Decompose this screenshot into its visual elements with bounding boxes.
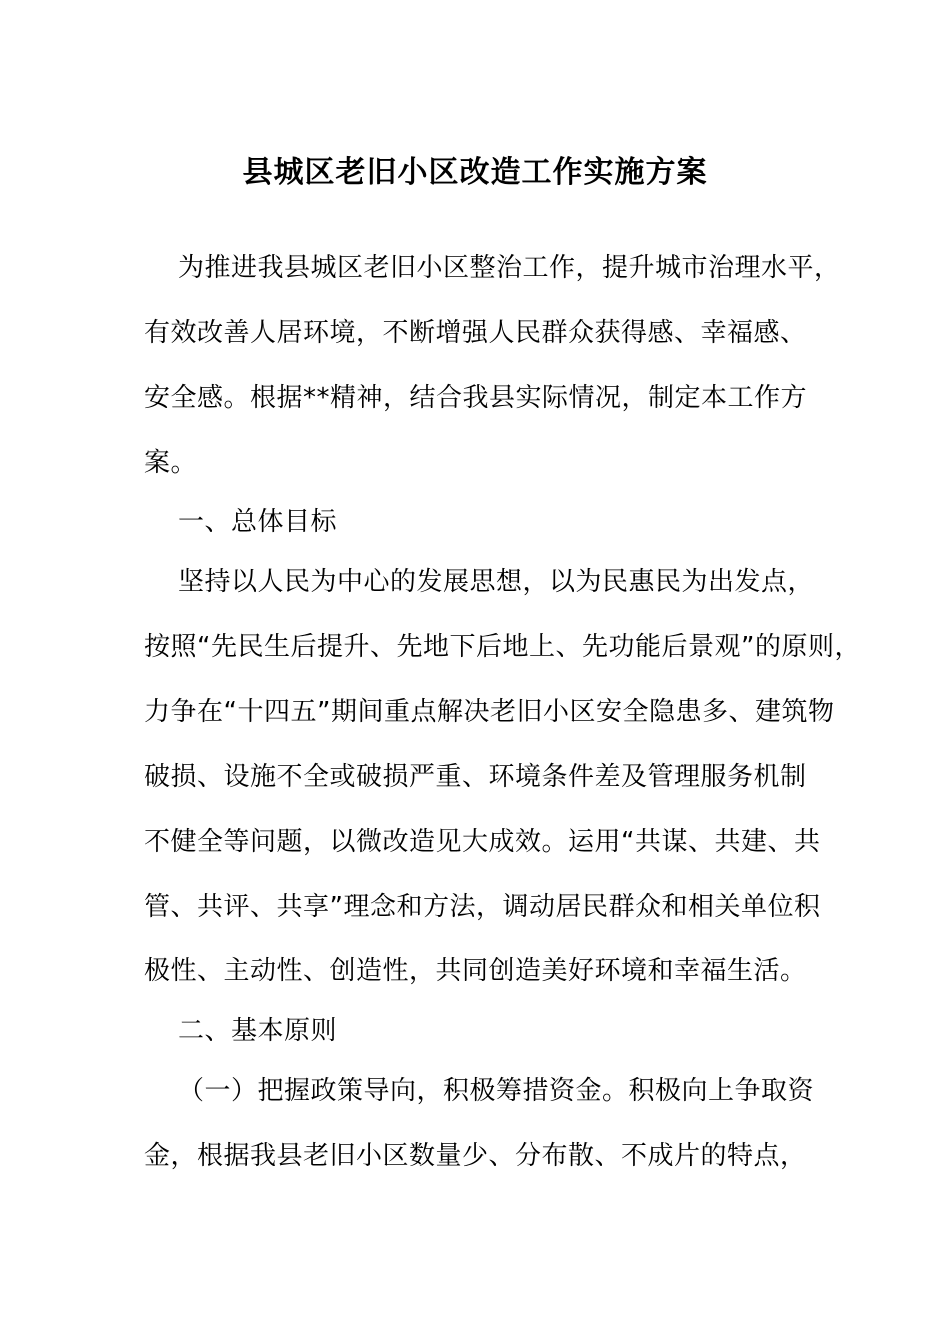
paragraph-line: （一）把握政策导向，积极筹措资金。积极向上争取资	[178, 1076, 815, 1106]
section-heading: 一、总体目标	[178, 507, 338, 537]
paragraph-line: 按照“先民生后提升、先地下后地上、先功能后景观”的原则，	[144, 632, 861, 662]
section-heading: 二、基本原则	[178, 1016, 338, 1046]
paragraph-line: 不健全等问题，以微改造见大成效。运用“共谋、共建、共	[144, 827, 821, 857]
paragraph-line: 金，根据我县老旧小区数量少、分布散、不成片的特点，	[144, 1141, 807, 1171]
paragraph-line: 力争在“十四五”期间重点解决老旧小区安全隐患多、建筑物	[144, 697, 835, 727]
paragraph-line: 管、共评、共享”理念和方法，调动居民群众和相关单位积	[144, 892, 821, 922]
paragraph-line: 极性、主动性、创造性，共同创造美好环境和幸福生活。	[144, 956, 807, 986]
paragraph-line: 为推进我县城区老旧小区整治工作，提升城市治理水平，	[178, 253, 841, 283]
paragraph-line: 案。	[144, 448, 198, 478]
document-title: 县城区老旧小区改造工作实施方案	[242, 155, 708, 190]
paragraph-line: 安全感。根据**精神，结合我县实际情况，制定本工作方	[144, 383, 808, 413]
paragraph-line: 有效改善人居环境，不断增强人民群众获得感、幸福感、	[144, 318, 807, 348]
paragraph-line: 破损、设施不全或破损严重、环境条件差及管理服务机制	[144, 762, 807, 792]
paragraph-line: 坚持以人民为中心的发展思想，以为民惠民为出发点，	[178, 567, 815, 597]
